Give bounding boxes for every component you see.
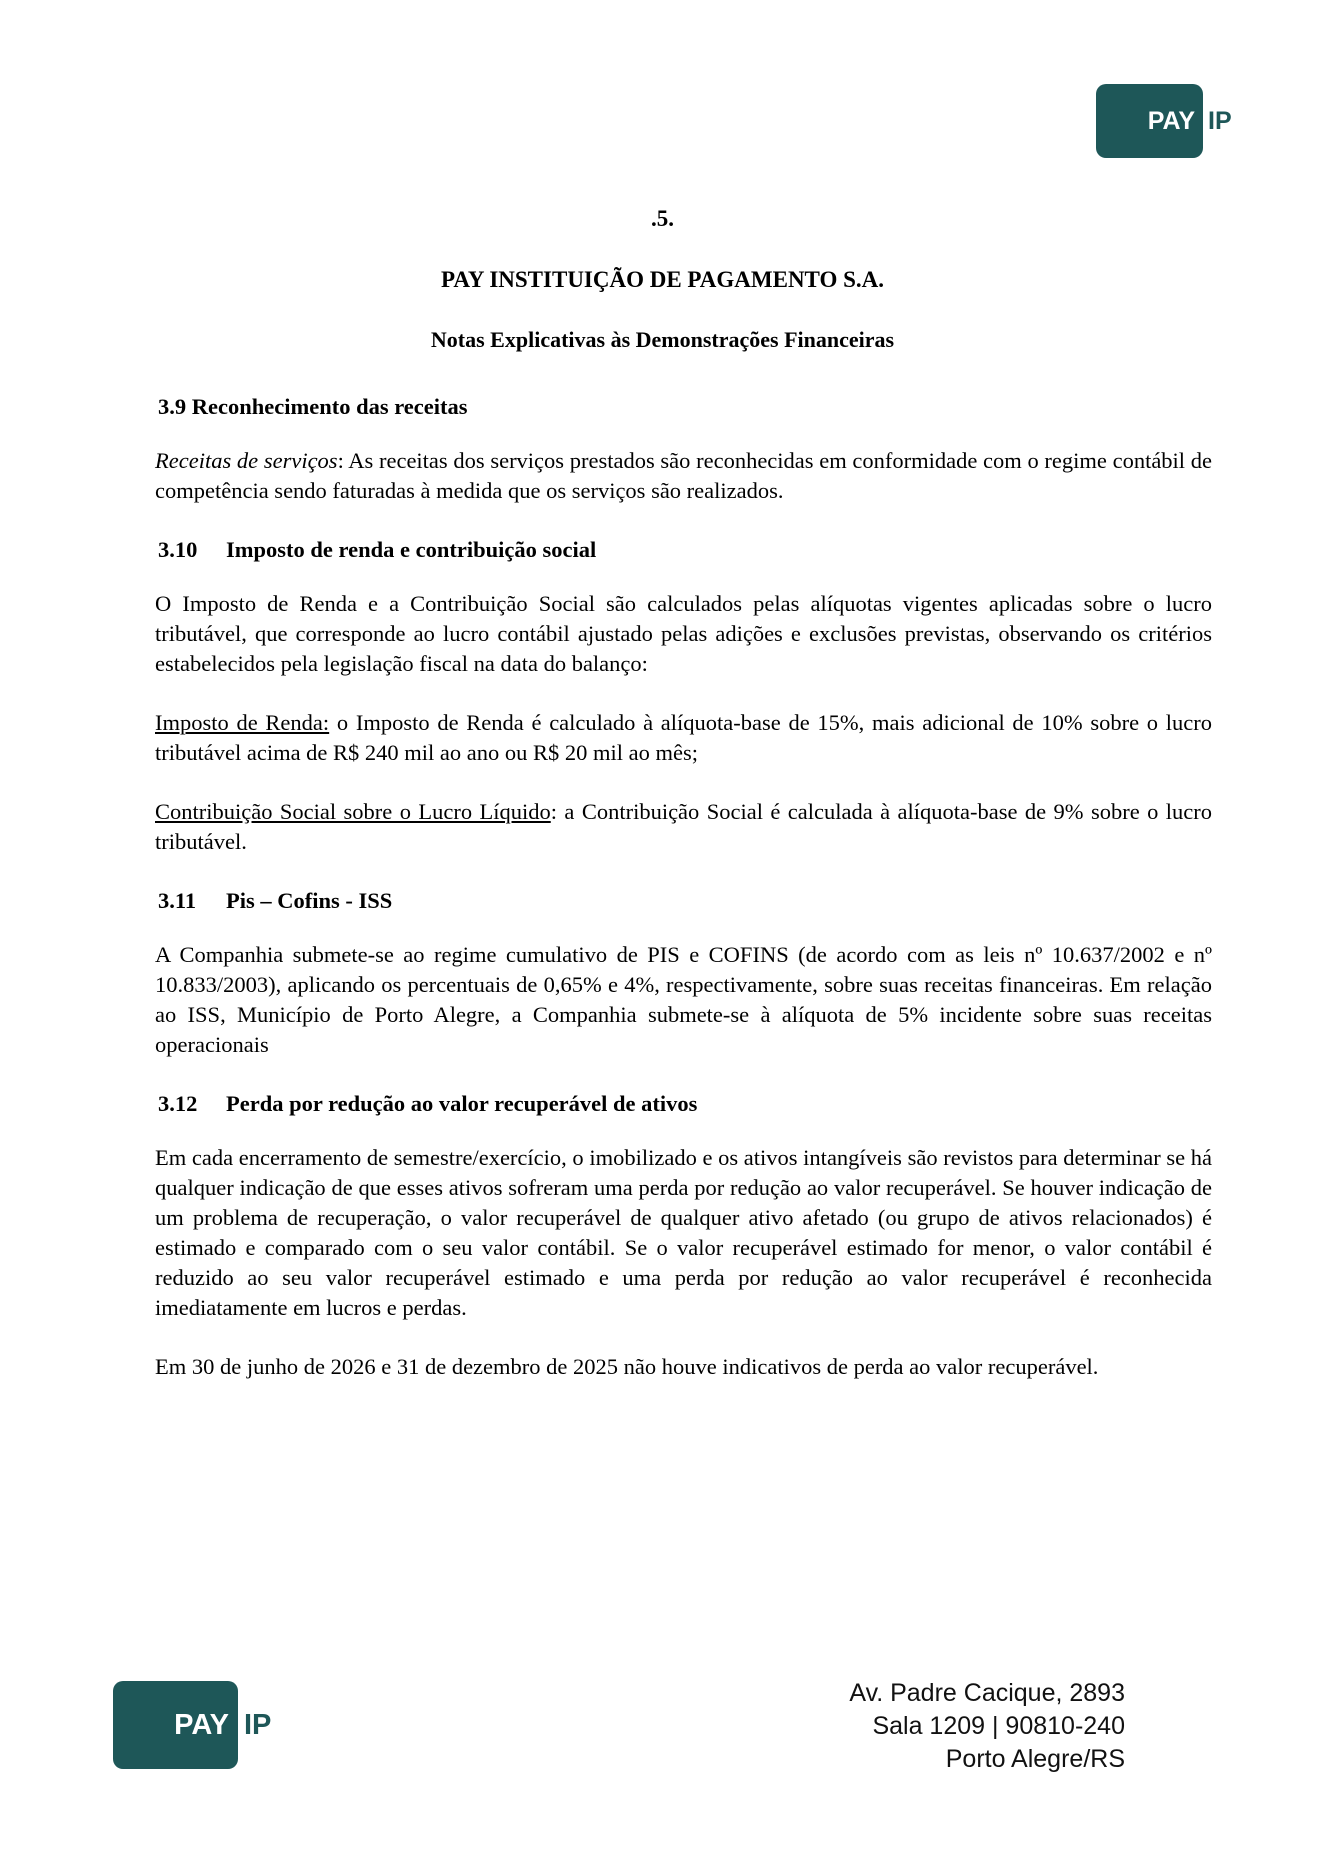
logo-ip-text: IP <box>1208 106 1232 135</box>
section-heading-3-12 <box>158 1089 1212 1119</box>
logo-pay-text: PAY <box>1147 106 1195 135</box>
text-receitas-servicos: : As receitas dos serviços prestados são reconhecidas em conformidade com o regime contábil de competência sendo faturadas à medida que os serviços são realizados. <box>155 448 1212 503</box>
address-line: Av. Padre Cacique, 2893 <box>849 1679 1125 1707</box>
section-title: Imposto de renda e contribuição social <box>226 537 597 562</box>
address-line: Porto Alegre/RS <box>945 1745 1125 1773</box>
paragraph-pis-cofins-iss: A Companhia submete-se ao regime cumulativo de PIS e COFINS (de acordo com as leis nº 10.637/2002 e nº 10.833/2003), aplicando os percentuais de 0,65% e 4%, respectivamente, sobre suas receitas financeiras. Em relação ao ISS, Município de Porto Alegre, a Companhia submete-se à alíquota de 5% incidente sobre suas receitas operacionais <box>155 942 1212 1057</box>
section-heading-3-10 <box>158 535 1212 565</box>
section-number: 3.10 <box>158 537 198 562</box>
section-number: 3.12 <box>158 1091 198 1116</box>
section-heading-3-11 <box>158 886 1212 916</box>
page-number: .5. <box>651 206 674 231</box>
section-title: Perda por redução ao valor recuperável de ativos <box>226 1091 698 1116</box>
label-receitas-servicos: Receitas de serviços <box>155 448 338 473</box>
logo-pay-box <box>1096 84 1203 158</box>
company-name: PAY INSTITUIÇÃO DE PAGAMENTO S.A. <box>440 267 885 292</box>
text-csll: : a Contribuição Social é calculada à alíquota-base de 9% sobre o lucro tributável. <box>155 799 1212 854</box>
footer-logo <box>113 1681 271 1769</box>
section-number: 3.11 <box>158 888 197 913</box>
text-imposto-renda: o Imposto de Renda é calculado à alíquota-base de 15%, mais adicional de 10% sobre o lucro tributável acima de R$ 240 mil ao ano ou R$ 20 mil ao mês; <box>155 710 1212 765</box>
paragraph-imposto-renda <box>155 708 1212 768</box>
section-title: Pis – Cofins - ISS <box>226 888 393 913</box>
header-logo <box>1096 84 1232 158</box>
notes-content <box>155 392 1212 1411</box>
paragraph-ir-csll-intro: O Imposto de Renda e a Contribuição Social são calculados pelas alíquotas vigentes aplicadas sobre o lucro tributável, que corresponde ao lucro contábil ajustado pelas adições e exclusões previstas, observando os critérios estabelecidos pela legislação fiscal na data do balanço: <box>155 591 1212 676</box>
paragraph-impairment: Em cada encerramento de semestre/exercício, o imobilizado e os ativos intangíveis são revistos para determinar se há qualquer indicação de que esses ativos sofreram uma perda por redução ao valor recuperável. Se houver indicação de um problema de recuperação, o valor recuperável de qualquer ativo afetado (ou grupo de ativos relacionados) é estimado e comparado com o seu valor contábil. Se o valor recuperável estimado for menor, o valor contábil é reduzido ao seu valor recuperável estimado e uma perda por redução ao valor recuperável é reconhecida imediatamente em lucros e perdas. <box>155 1145 1212 1320</box>
logo-pay-text: PAY <box>174 1708 229 1741</box>
address-line: Sala 1209 | 90810-240 <box>872 1712 1125 1740</box>
logo-pay-box <box>113 1681 238 1769</box>
paragraph-csll <box>155 797 1212 857</box>
logo-ip-text: IP <box>244 1708 272 1741</box>
label-imposto-renda: Imposto de Renda: <box>155 710 330 735</box>
document-subtitle: Notas Explicativas às Demonstrações Financeiras <box>430 327 895 352</box>
section-heading-3-9: 3.9 Reconhecimento das receitas <box>158 394 468 419</box>
paragraph-impairment-conclusion: Em 30 de junho de 2026 e 31 de dezembro de 2025 não houve indicativos de perda ao valor recuperável. <box>155 1354 1099 1379</box>
label-csll: Contribuição Social sobre o Lucro Líquido <box>155 799 551 824</box>
footer-address <box>760 1677 1125 1776</box>
paragraph-receitas <box>155 446 1212 506</box>
